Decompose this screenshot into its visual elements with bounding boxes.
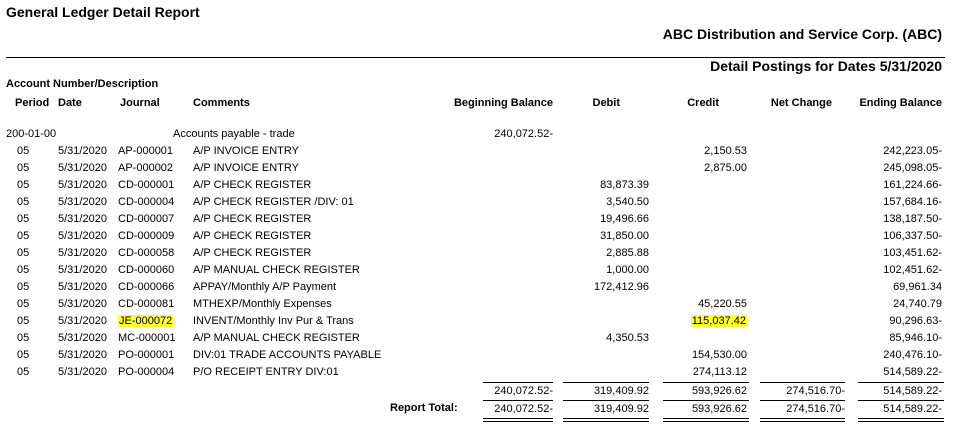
account-number: 200-01-00 [6, 128, 57, 140]
drule-net-b [760, 421, 845, 422]
cell-period: 05 [17, 366, 30, 378]
cell-journal: MC-000001 [118, 332, 176, 344]
account-total-credit: 593,926.62 [691, 385, 747, 397]
col-beginning-balance: Beginning Balance [453, 97, 553, 109]
cell-date: 5/31/2020 [58, 281, 107, 293]
postings-title: Detail Postings for Dates 5/31/2020 [710, 58, 942, 74]
rule2-debit [563, 400, 649, 401]
rule2-credit [663, 400, 749, 401]
cell-comments: A/P CHECK REGISTER [193, 179, 312, 191]
table-row [0, 229, 975, 246]
cell-comments: A/P CHECK REGISTER [193, 213, 312, 225]
cell-journal: PO-000004 [118, 366, 175, 378]
report-total-ending: 514,589.22- [883, 403, 942, 415]
cell-journal: CD-000066 [118, 281, 175, 293]
table-row [0, 365, 975, 382]
drule-debit-b [563, 421, 649, 422]
cell-date: 5/31/2020 [58, 230, 107, 242]
cell-date: 5/31/2020 [58, 366, 107, 378]
cell-ending: 161,224.66- [883, 179, 942, 191]
rule-ending [858, 382, 944, 383]
cell-journal: AP-000001 [118, 145, 174, 157]
cell-debit: 83,873.39 [600, 179, 649, 191]
report-total-debit: 319,409.92 [593, 403, 649, 415]
cell-comments: APPAY/Monthly A/P Payment [193, 281, 337, 293]
rule2-ending [858, 400, 944, 401]
cell-journal: JE-000072 [119, 315, 173, 327]
cell-period: 05 [17, 230, 30, 242]
report-total-net: 274,516.70- [786, 403, 845, 415]
cell-comments: MTHEXP/Monthly Expenses [193, 298, 332, 310]
col-net-change: Net Change [770, 97, 832, 109]
cell-credit: 2,150.53 [704, 145, 747, 157]
cell-comments: A/P INVOICE ENTRY [193, 162, 299, 174]
cell-date: 5/31/2020 [58, 332, 107, 344]
cell-period: 05 [17, 349, 30, 361]
cell-journal: CD-000007 [118, 213, 175, 225]
drule-ending-b [858, 421, 944, 422]
cell-date: 5/31/2020 [58, 196, 107, 208]
drule-credit-a [663, 418, 749, 419]
drule-beginning-b [483, 421, 553, 422]
cell-ending: 242,223.05- [883, 145, 942, 157]
table-row [0, 212, 975, 229]
cell-period: 05 [17, 247, 30, 259]
cell-date: 5/31/2020 [58, 247, 107, 259]
cell-period: 05 [17, 298, 30, 310]
table-row [0, 297, 975, 314]
cell-comments: A/P MANUAL CHECK REGISTER [193, 332, 360, 344]
table-row [0, 178, 975, 195]
drule-debit-a [563, 418, 649, 419]
col-journal: Journal [120, 97, 160, 109]
cell-period: 05 [17, 196, 30, 208]
cell-ending: 103,451.62- [883, 247, 942, 259]
cell-journal: CD-000004 [118, 196, 175, 208]
cell-ending: 245,098.05- [883, 162, 942, 174]
col-ending-balance: Ending Balance [859, 97, 942, 109]
cell-credit: 45,220.55 [698, 298, 747, 310]
col-date: Date [58, 97, 82, 109]
cell-comments: A/P MANUAL CHECK REGISTER [193, 264, 360, 276]
cell-date: 5/31/2020 [58, 213, 107, 225]
table-row [0, 314, 975, 331]
account-description: Accounts payable - trade [173, 128, 295, 140]
col-credit: Credit [687, 97, 719, 109]
cell-journal: CD-000060 [118, 264, 175, 276]
cell-ending: 138,187.50- [883, 213, 942, 225]
cell-ending: 90,296.63- [889, 315, 942, 327]
cell-period: 05 [17, 179, 30, 191]
table-row [0, 280, 975, 297]
cell-date: 5/31/2020 [58, 162, 107, 174]
rule-credit [663, 382, 749, 383]
company-name: ABC Distribution and Service Corp. (ABC) [662, 26, 942, 42]
cell-journal: CD-000081 [118, 298, 175, 310]
cell-comments: A/P INVOICE ENTRY [193, 145, 299, 157]
cell-ending: 106,337.50- [883, 230, 942, 242]
cell-journal: CD-000058 [118, 247, 175, 259]
rule-debit [563, 382, 649, 383]
cell-journal: CD-000009 [118, 230, 175, 242]
col-comments: Comments [193, 97, 250, 109]
cell-comments: P/O RECEIPT ENTRY DIV:01 [193, 366, 339, 378]
table-row [0, 331, 975, 348]
cell-credit: 115,037.42 [691, 315, 746, 327]
cell-debit: 172,412.96 [593, 281, 649, 293]
cell-ending: 157,684.16- [883, 196, 942, 208]
cell-date: 5/31/2020 [58, 298, 107, 310]
cell-comments: A/P CHECK REGISTER [193, 247, 312, 259]
drule-beginning-a [483, 418, 553, 419]
account-total-beginning: 240,072.52- [494, 385, 553, 397]
rule2-net [760, 400, 845, 401]
cell-debit: 2,885.88 [606, 247, 649, 259]
cell-period: 05 [17, 332, 30, 344]
drule-ending-a [858, 418, 944, 419]
table-row [0, 195, 975, 212]
col-period: Period [15, 97, 50, 109]
cell-journal: AP-000002 [118, 162, 174, 174]
cell-ending: 240,476.10- [883, 349, 942, 361]
account-total-debit: 319,409.92 [593, 385, 649, 397]
account-total-net: 274,516.70- [786, 385, 845, 397]
cell-period: 05 [17, 162, 30, 174]
cell-date: 5/31/2020 [58, 145, 107, 157]
cell-journal: PO-000001 [118, 349, 175, 361]
table-row [0, 263, 975, 280]
cell-debit: 31,850.00 [600, 230, 649, 242]
cell-date: 5/31/2020 [58, 349, 107, 361]
cell-journal: CD-000001 [118, 179, 175, 191]
cell-comments: INVENT/Monthly Inv Pur & Trans [193, 315, 354, 327]
cell-period: 05 [17, 145, 30, 157]
cell-comments: A/P CHECK REGISTER /DIV: 01 [193, 196, 354, 208]
rule-beginning [483, 382, 553, 383]
account-total-ending: 514,589.22- [883, 385, 942, 397]
cell-period: 05 [17, 281, 30, 293]
report-title: General Ledger Detail Report [6, 4, 200, 20]
rule-net [760, 382, 845, 383]
cell-credit: 154,530.00 [691, 349, 747, 361]
cell-date: 5/31/2020 [58, 264, 107, 276]
table-row [0, 348, 975, 365]
cell-ending: 102,451.62- [883, 264, 942, 276]
table-row [0, 144, 975, 161]
account-header: Account Number/Description [6, 78, 159, 90]
cell-ending: 85,946.10- [889, 332, 942, 344]
rule2-beginning [483, 400, 553, 401]
cell-debit: 4,350.53 [606, 332, 649, 344]
cell-date: 5/31/2020 [58, 179, 107, 191]
cell-ending: 24,740.79 [893, 298, 942, 310]
cell-credit: 274,113.12 [692, 366, 747, 378]
drule-credit-b [663, 421, 749, 422]
drule-net-a [760, 418, 845, 419]
report-total-label: Report Total: [390, 402, 458, 414]
cell-ending: 69,961.34 [893, 281, 942, 293]
cell-debit: 3,540.50 [606, 196, 649, 208]
cell-period: 05 [17, 315, 30, 327]
report-total-credit: 593,926.62 [691, 403, 747, 415]
cell-debit: 19,496.66 [600, 213, 649, 225]
cell-period: 05 [17, 264, 30, 276]
cell-ending: 514,589.22- [883, 366, 942, 378]
cell-credit: 2,875.00 [704, 162, 747, 174]
cell-debit: 1,000.00 [606, 264, 649, 276]
account-beginning-balance: 240,072.52- [494, 128, 553, 140]
col-debit: Debit [592, 97, 620, 109]
cell-period: 05 [17, 213, 30, 225]
cell-comments: A/P CHECK REGISTER [193, 230, 312, 242]
table-row [0, 246, 975, 263]
cell-comments: DIV:01 TRADE ACCOUNTS PAYABLE [193, 349, 382, 361]
report-total-beginning: 240,072.52- [494, 403, 553, 415]
table-row [0, 161, 975, 178]
cell-date: 5/31/2020 [58, 315, 107, 327]
